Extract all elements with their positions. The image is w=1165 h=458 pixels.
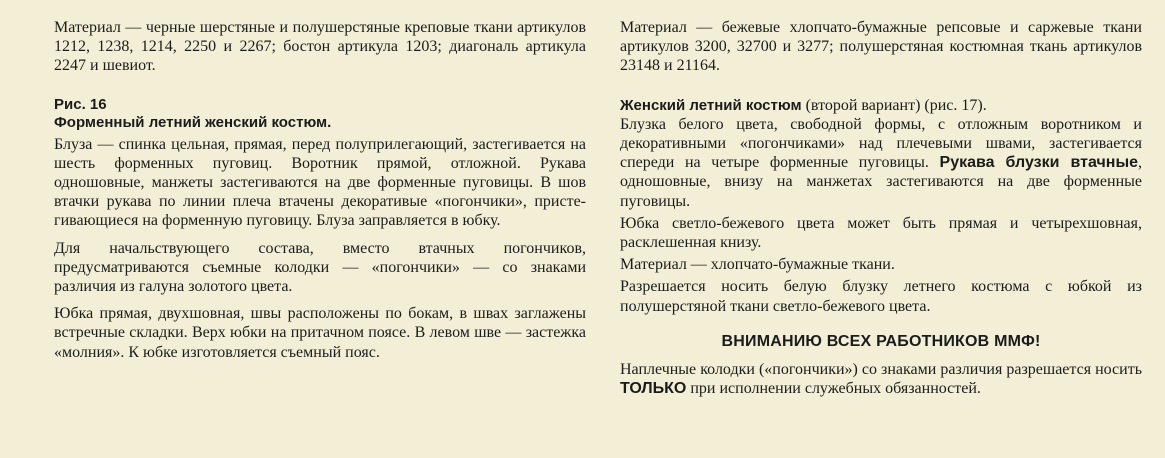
- right-paragraph-1-tail: , одношовные, внизу на манжетах застегиваются на две форменные пуговицы.: [620, 154, 1143, 210]
- notice-text-start: Наплечные колодки («погончики») со знаками различия разрешается носить: [620, 361, 1142, 379]
- right-paragraph-4: Разрешается носить белую блузку летнего костюма с юбкой из полушерстяной ткани светло-бежевого цвета.: [620, 278, 1142, 315]
- right-paragraph-3: Материал — хлопчато-бумажные ткани.: [620, 256, 895, 274]
- left-paragraph-1: Блуза — спинка цельная, прямая, перед полуприлегающий, застегивается на шесть форменных пуговиц. Воротник прямой, отложной. Рукава одношовные, манжеты застегиваются на две форменные пуговицы. В шов втачки рукава по линии плеча втачены декоративые «погончики», пристегивающиеся на форменную пуговицу. Блуза заправляется в юбку.: [54, 135, 586, 230]
- notice-strong: ТОЛЬКО: [620, 380, 687, 398]
- right-intro: Материал — бежевые хлопчато-бумажные репсовые и саржевые ткани артикулов 3200, 32700 и 3277; полушерстяная костюмная ткань артикулов 23148 и 21164.: [620, 19, 1142, 75]
- right-paragraph-1: [620, 115, 1142, 211]
- left-column: [54, 18, 586, 362]
- section-title: Форменный летний женский костюм.: [54, 113, 332, 131]
- right-paragraph-1-strong: Рукава блузки втачные: [939, 154, 1139, 172]
- right-paragraph-2: Юбка светло-бежевого цвета может быть прямая и четырехшовная, расклешенная книзу.: [620, 214, 1142, 252]
- suit-heading: [620, 96, 1142, 115]
- figure-label: Рис. 16: [54, 95, 107, 113]
- left-paragraph-2: Для начальствующего состава, вместо втачных погончиков, предусматриваются съемные колодки — «погончики» — со знаками различия из галуна золотого цвета.: [54, 239, 586, 296]
- left-intro: Материал — черные шерстяные и полушерстяные креповые ткани артикулов 1212, 1238, 1214, 2250 и 2267; бостон артикула 1203; диагональ артикула 2247 и шевиот.: [54, 19, 586, 75]
- right-paragraph-1-start: Блузка белого цвета, свободной формы, с отложным воротником и декоративными «погончиками» над плечевыми швами, застегивается спереди на четыре форменные пуговицы.: [620, 115, 1142, 172]
- notice-text-end: при исполнении служебных обязанностей.: [686, 380, 981, 398]
- figure-block: [54, 96, 586, 132]
- left-paragraph-3: Юбка прямая, двухшовная, швы расположены по бокам, в швах заглажены встречные складки. Верх юбки на притачном поясе. В левом шве — застежка «молния». К юбке изготовляется съемный пояс.: [54, 305, 586, 361]
- suit-title: Женский летний костюм: [620, 96, 802, 114]
- suit-title-suffix: (второй вариант) (рис. 17).: [801, 96, 987, 114]
- notice-title: ВНИМАНИЮ ВСЕХ РАБОТНИКОВ ММФ!: [721, 332, 1041, 350]
- right-column: [620, 18, 1142, 398]
- notice-paragraph: [620, 360, 1142, 398]
